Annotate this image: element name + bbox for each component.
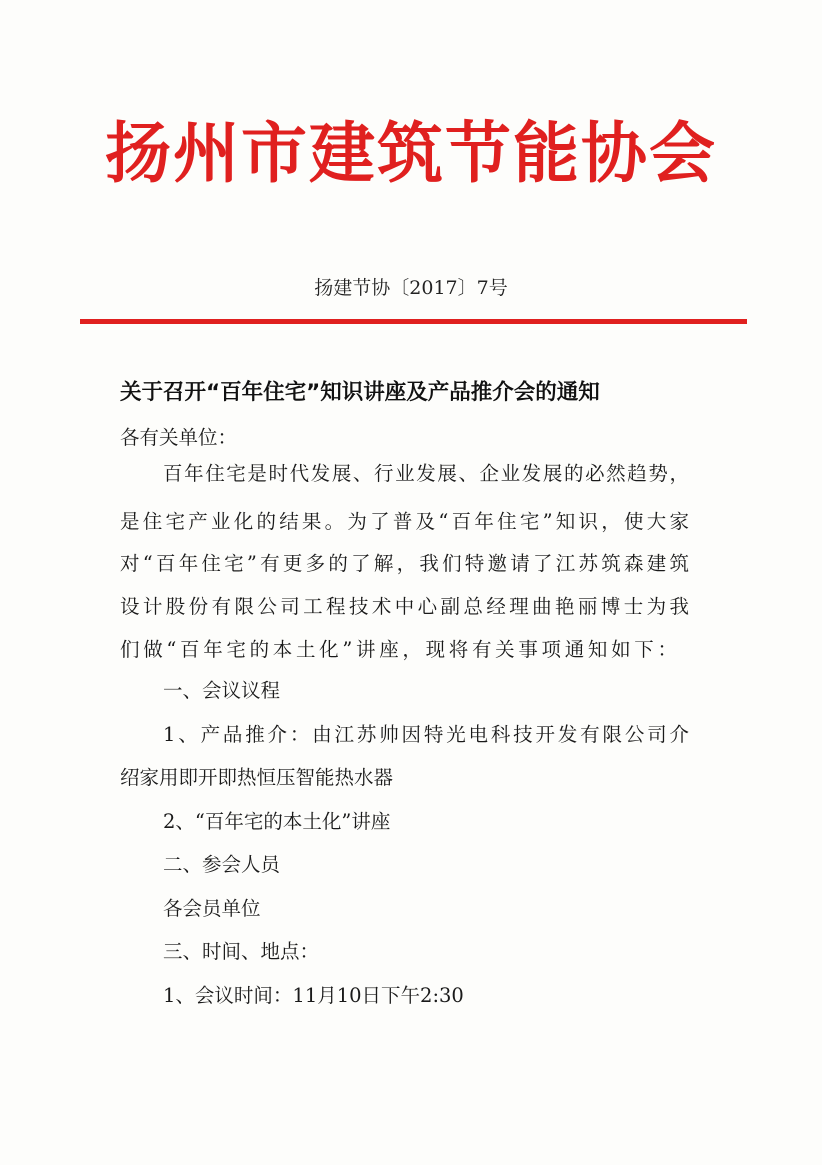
section-heading-time-place: 三、时间、地点： [163, 940, 320, 963]
agenda-item-1-line-2: 绍家用即开即热恒压智能热水器 [120, 766, 394, 789]
intro-line-2: 是住宅产业化的结果。为了普及“百年住宅”知识，使大家 [120, 510, 689, 533]
salutation: 各有关单位： [120, 426, 238, 449]
intro-line-3: 对“百年住宅”有更多的了解，我们特邀请了江苏筑森建筑 [120, 552, 689, 575]
intro-line-1: 百年住宅是时代发展、行业发展、企业发展的必然趋势， [163, 462, 689, 485]
intro-line-5: 们做“百年宅的本土化”讲座，现将有关事项通知如下： [120, 638, 677, 661]
document-number: 扬建节协〔2017〕7号 [314, 277, 508, 299]
notice-title: 关于召开“百年住宅”知识讲座及产品推介会的通知 [120, 380, 600, 405]
agenda-item-2: 2、“百年宅的本土化”讲座 [163, 810, 391, 833]
red-divider-line [80, 319, 747, 324]
intro-line-4: 设计股份有限公司工程技术中心副总经理曲艳丽博士为我 [120, 595, 689, 618]
section-heading-agenda: 一、会议议程 [163, 679, 281, 702]
organization-title: 扬州市建筑节能协会 [105, 114, 717, 192]
section-heading-attendees: 二、参会人员 [163, 853, 281, 876]
agenda-item-1-line-1: 1、产品推介：由江苏帅因特光电科技开发有限公司介 [163, 723, 689, 746]
meeting-time: 1、会议时间：11月10日下午2:30 [163, 984, 464, 1007]
attendees-text: 各会员单位 [163, 897, 261, 920]
